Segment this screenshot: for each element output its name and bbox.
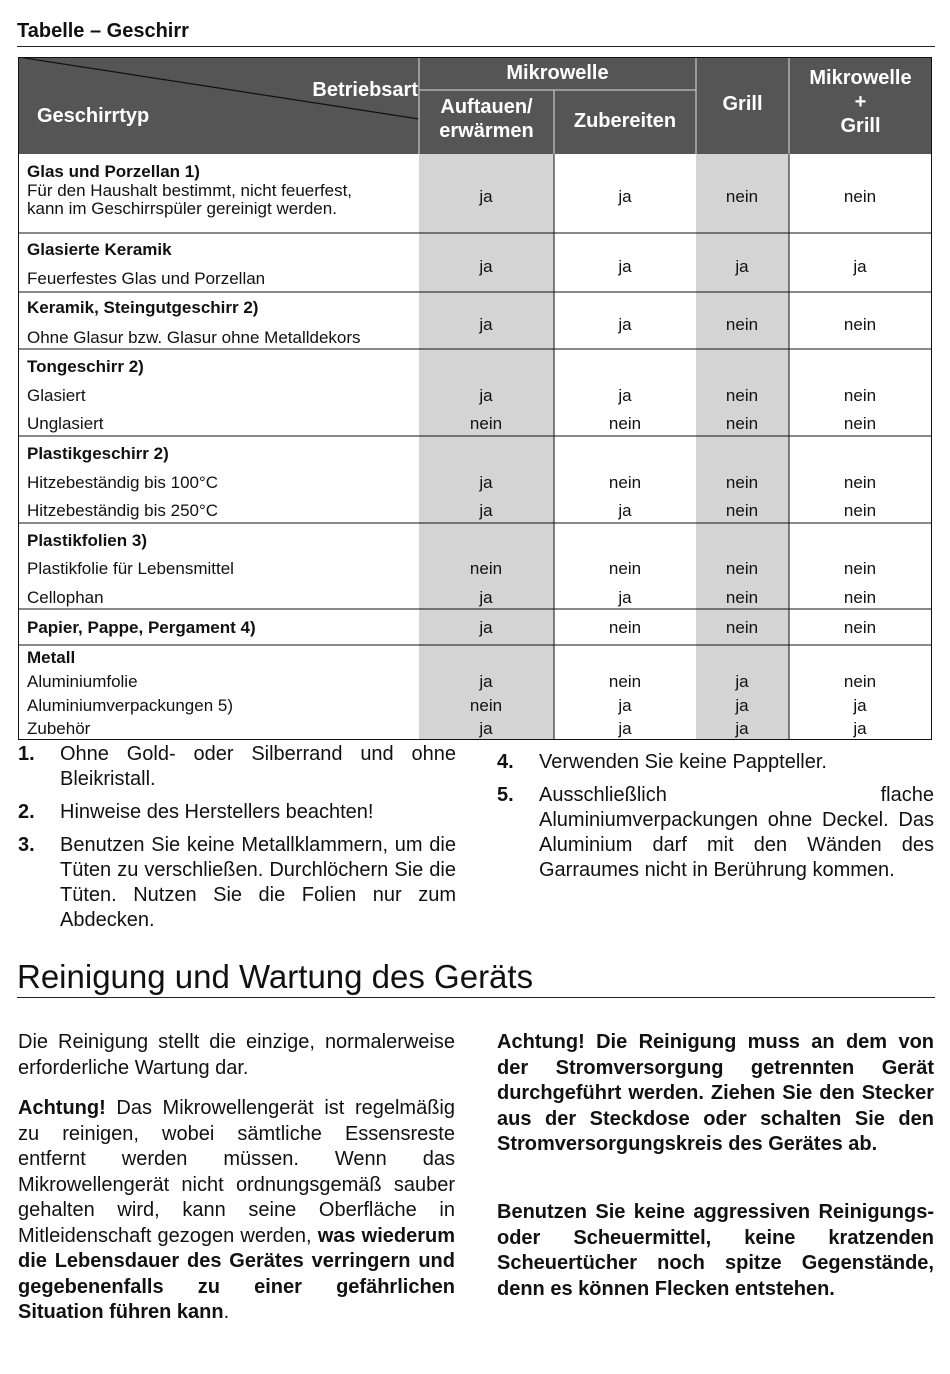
footnote-item — [497, 783, 934, 908]
footnote-number: 5. — [497, 784, 514, 806]
paragraph-left-2-text: Das Mikrowellengerät ist regelmäßig zu reinigen, wobei sämtliche Essensreste entfernt werden müssen. Wenn das Mikrowellengerät nicht ordnungsgemäß sauber gehalten wird, kann seine Oberfläche in Mitleidenschaft gezogen werden, — [18, 1097, 455, 1247]
cell-value: nein — [725, 501, 759, 520]
cell-value: ja — [735, 257, 749, 276]
cell-value: ja — [479, 672, 493, 691]
row-label: Hitzebeständig bis 100°C — [27, 473, 219, 492]
cell-value: nein — [469, 414, 503, 433]
footnote-number: 4. — [497, 751, 514, 773]
paragraph-left-2-end: . — [223, 1301, 230, 1323]
paragraph-left-2-bold: was wiederum die Lebensdauer des Gerätes verringern und gegebenenfalls zu einer gefährlichen Situation führen kann — [18, 1224, 455, 1323]
cell-value: ja — [618, 315, 632, 334]
paragraph-left-2 — [18, 1096, 455, 1326]
row-label: Hitzebeständig bis 250°C — [27, 501, 219, 520]
header-corner-betriebsart: Betriebsart — [312, 79, 418, 101]
group-title: Metall — [27, 648, 76, 667]
footnote-text: Ausschließlich flache Aluminiumverpackungen ohne Deckel. Das Aluminium darf mit den Wänden des Garraumes nicht in Berührung kommen. — [539, 784, 934, 881]
cell-value: nein — [469, 696, 503, 715]
cell-value: nein — [725, 187, 759, 206]
cell-value: ja — [618, 696, 632, 715]
table-title: Tabelle – Geschirr — [17, 20, 189, 42]
cell-value: ja — [853, 696, 867, 715]
cell-value: ja — [618, 187, 632, 206]
group-title: Papier, Pappe, Pergament 4) — [27, 618, 256, 637]
cell-value: ja — [618, 386, 632, 405]
paragraph-right-1: Achtung! Die Reinigung muss an dem von der Stromversorgung getrennten Gerät durchgeführt werden. Ziehen Sie den Stecker aus der Steckdose oder schalten Sie den Stromversorgungskreis des Gerätes ab. — [497, 1031, 934, 1155]
footnote-number: 1. — [18, 743, 35, 765]
cell-value: nein — [469, 559, 503, 578]
header-microwave: Mikrowelle — [506, 62, 609, 84]
cell-value: nein — [608, 618, 642, 637]
cell-value: ja — [479, 501, 493, 520]
footnote-text: Hinweise des Herstellers beachten! — [60, 801, 374, 823]
section-rule — [17, 997, 935, 998]
row-label: Zubehör — [27, 719, 91, 738]
cell-value: ja — [479, 257, 493, 276]
group-title: Plastikfolien 3) — [27, 531, 147, 550]
footnote-item — [18, 833, 456, 933]
footnote-text: Ohne Gold- oder Silberrand und ohne Bleikristall. — [60, 743, 456, 790]
footnote-text: Benutzen Sie keine Metallklammern, um die Tüten zu verschließen. Durchlöchern Sie die Tüten. Nutzen Sie die Folien nur zum Abdecken. — [60, 834, 456, 931]
group-title: Plastikgeschirr 2) — [27, 444, 169, 463]
shaded-column-thaw — [419, 154, 554, 740]
paragraph-right-2: Benutzen Sie keine aggressiven Reinigungs- oder Scheuermittel, keine kratzenden Scheuertücher noch spitze Gegenstände, denn es können Flecken entstehen. — [497, 1201, 934, 1300]
header-combo: Mikrowelle + Grill — [809, 67, 912, 137]
cell-value: nein — [725, 588, 759, 607]
cell-value: ja — [618, 501, 632, 520]
header-corner-geschirrtyp: Geschirrtyp — [37, 105, 150, 127]
paragraph-left-1: Die Reinigung stellt die einzige, normalerweise erforderliche Wartung dar. — [18, 1031, 455, 1079]
footnote-item — [497, 750, 934, 775]
cell-value: nein — [843, 386, 877, 405]
row-label: Glasiert — [27, 386, 86, 405]
cell-value: nein — [725, 473, 759, 492]
cell-value: ja — [735, 696, 749, 715]
row-label: Cellophan — [27, 588, 104, 607]
cell-value: ja — [853, 257, 867, 276]
cell-value: ja — [618, 719, 632, 738]
row-label: Feuerfestes Glas und Porzellan — [27, 269, 266, 288]
section-heading: Reinigung und Wartung des Geräts — [17, 958, 534, 995]
cell-value: ja — [479, 386, 493, 405]
group-title: Keramik, Steingutgeschirr 2) — [27, 298, 259, 317]
group-title: Glasierte Keramik — [27, 240, 172, 259]
cell-value: nein — [843, 315, 877, 334]
header-cook: Zubereiten — [573, 110, 677, 132]
cell-value: ja — [479, 315, 493, 334]
cell-value: nein — [608, 672, 642, 691]
title-rule — [17, 46, 935, 47]
footnote-text: Verwenden Sie keine Pappteller. — [539, 751, 827, 773]
dishware-table — [18, 57, 932, 740]
row-label: Unglasiert — [27, 414, 104, 433]
cell-value: ja — [479, 588, 493, 607]
cell-value: ja — [479, 187, 493, 206]
cell-value: nein — [725, 559, 759, 578]
cell-value: nein — [843, 672, 877, 691]
cell-value: ja — [735, 719, 749, 738]
cell-value: ja — [479, 618, 493, 637]
cell-value: ja — [479, 473, 493, 492]
header-thaw: Auftauen/ erwärmen — [439, 96, 534, 142]
cell-value: ja — [735, 672, 749, 691]
warning-lead: Achtung! — [18, 1097, 106, 1119]
footnote-item — [18, 800, 456, 825]
cell-value: nein — [608, 559, 642, 578]
cell-value: nein — [725, 414, 759, 433]
cell-value: ja — [853, 719, 867, 738]
cell-value: ja — [618, 257, 632, 276]
cell-value: nein — [843, 559, 877, 578]
footnote-item — [18, 742, 456, 792]
row-label: Ohne Glasur bzw. Glasur ohne Metalldekors — [27, 328, 361, 347]
footnote-number: 2. — [18, 801, 35, 823]
cell-value: nein — [843, 473, 877, 492]
cell-value: nein — [725, 315, 759, 334]
row-label: Für den Haushalt bestimmt, nicht feuerfest, kann im Geschirrspüler gereinigt werden. — [27, 181, 353, 218]
cell-value: nein — [843, 187, 877, 206]
cell-value: nein — [608, 414, 642, 433]
group-title: Glas und Porzellan 1) — [27, 162, 200, 181]
cell-value: nein — [843, 414, 877, 433]
row-label: Aluminiumverpackungen 5) — [27, 696, 233, 715]
footnote-number: 3. — [18, 834, 35, 856]
row-label: Aluminiumfolie — [27, 672, 138, 691]
header-grill: Grill — [722, 93, 763, 115]
cell-value: nein — [725, 618, 759, 637]
row-label: Plastikfolie für Lebensmittel — [27, 559, 234, 578]
cell-value: ja — [479, 719, 493, 738]
group-title: Tongeschirr 2) — [27, 357, 144, 376]
cell-value: nein — [843, 588, 877, 607]
shaded-column-grill — [696, 154, 789, 740]
cell-value: ja — [618, 588, 632, 607]
cell-value: nein — [843, 618, 877, 637]
cell-value: nein — [608, 473, 642, 492]
cell-value: nein — [843, 501, 877, 520]
cell-value: nein — [725, 386, 759, 405]
